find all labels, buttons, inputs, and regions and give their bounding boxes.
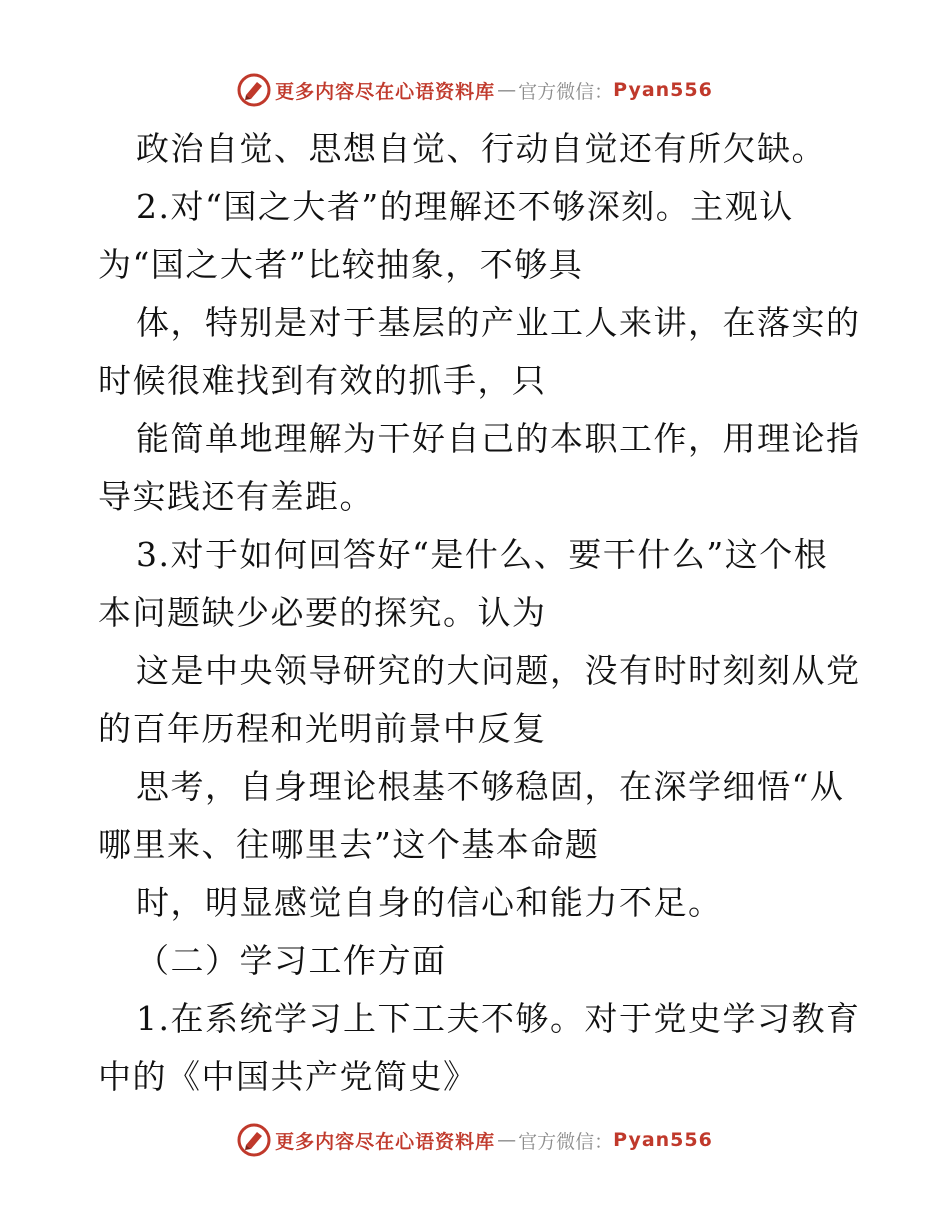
watermark-label: 官方微信： (518, 80, 614, 103)
text-line: 哪里来、往哪里去”这个基本命题 (98, 825, 600, 864)
text-line: 的百年历程和光明前景中反复 (98, 709, 547, 748)
text-line: 这是中央领导研究的大问题，没有时时刻刻从党 (136, 651, 861, 690)
watermark-separator: — (497, 1129, 517, 1151)
text-line: 1.在系统学习上下工夫不够。对于党史学习教育 (136, 999, 861, 1038)
text-line: 能简单地理解为干好自己的本职工作，用理论指 (136, 419, 861, 458)
text-line: 本问题缺少必要的探究。认为 (98, 593, 547, 632)
text-line: 为“国之大者”比较抽象，不够具 (98, 245, 584, 284)
book-pen-logo-icon (237, 1123, 271, 1157)
text-line: 时候很难找到有效的抓手，只 (98, 361, 547, 400)
text-line: 时，明显感觉自身的信心和能力不足。 (136, 883, 723, 922)
header-watermark (0, 70, 950, 110)
watermark-id: Pyan556 (613, 1129, 713, 1151)
watermark-brand: 更多内容尽在心语资料库 (275, 1130, 496, 1153)
book-pen-logo-icon (237, 73, 271, 107)
text-line: 中的《中国共产党简史》 (98, 1057, 478, 1096)
section-heading: （二）学习工作方面 (136, 941, 447, 980)
text-line: 3.对于如何回答好“是什么、要干什么”这个根 (136, 535, 829, 574)
watermark-separator: — (497, 79, 517, 101)
footer-watermark (0, 1120, 950, 1160)
text-line: 2.对“国之大者”的理解还不够深刻。主观认 (136, 187, 794, 226)
document-body (98, 120, 861, 1106)
text-line: 导实践还有差距。 (98, 477, 374, 516)
text-line: 思考，自身理论根基不够稳固，在深学细悟“从 (136, 767, 845, 806)
watermark-label: 官方微信： (518, 1130, 614, 1153)
watermark-id: Pyan556 (613, 79, 713, 101)
text-line: 政治自觉、思想自觉、行动自觉还有所欠缺。 (136, 129, 826, 168)
text-line: 体，特别是对于基层的产业工人来讲，在落实的 (136, 303, 861, 342)
watermark-brand: 更多内容尽在心语资料库 (275, 80, 496, 103)
